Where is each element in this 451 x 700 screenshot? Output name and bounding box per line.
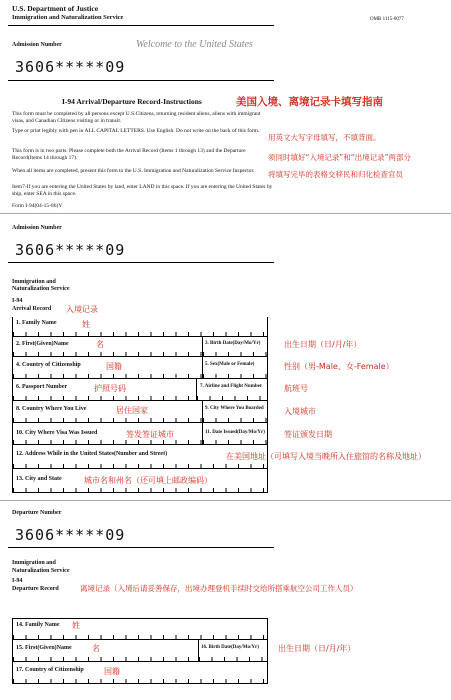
visa-city-label: 10. City Where Visa Was Issued: [16, 430, 98, 436]
instruction-cn-1: 用英文大写字母填写，不填背面。: [268, 133, 381, 142]
instruction-p2: Type or print legibly with pen in ALL CAPITAL LETTERS. Use English. Do not write on the back of this form.: [12, 128, 260, 134]
departure-number: 3606*****09: [15, 526, 126, 544]
admission-label: Admission Number: [12, 42, 62, 48]
country-citizenship-cn: 国籍: [106, 362, 122, 371]
instruction-cn-3: 将填写完毕的表格交移民和归化检查官员: [268, 170, 403, 179]
airline-flight-cn: 航班号: [284, 384, 308, 393]
city-state-label: 13. City and State: [16, 476, 62, 482]
departure-birth-date-field[interactable]: [198, 640, 268, 662]
arrival-record-cn: 入境记录: [66, 305, 98, 314]
header-divider: [8, 25, 274, 26]
departure-birth-date-label: 16. Birth Date(Day/Mo/Yr): [201, 645, 259, 650]
date-issued-label: 11. Date Issued(Day/Mo/Yr): [205, 430, 265, 435]
departure-first-name-label: 15. First(Given)Name: [16, 645, 72, 651]
instruction-p3: This form is in two parts. Please complete both the Arrival Record (Items 1 through 13) and the Departure Record(Items 14 through 17).: [12, 148, 246, 161]
birth-date-field[interactable]: [202, 337, 268, 357]
first-name-cn: 名: [96, 340, 104, 349]
city-boarded-cn: 入境城市: [284, 407, 316, 416]
departure-country-cn: 国籍: [104, 667, 120, 676]
us-address-label: 12. Address While in the United States(Number and Street): [16, 451, 168, 457]
departure-birth-date-cn: 出生日期（日/月/年）: [278, 644, 356, 653]
instruction-p4: When all items are completed, present this form to the U.S. Immigration and Naturalization Service Inspector.: [12, 168, 255, 174]
service-name: Immigration and Naturalization Service: [12, 14, 124, 21]
arrival-number-divider: [8, 262, 274, 263]
departure-number-divider: [8, 547, 274, 548]
city-boarded-field[interactable]: [202, 401, 268, 423]
first-name-field[interactable]: [12, 337, 202, 357]
departure-service-line1: Immigration and: [12, 560, 56, 566]
city-boarded-label: 9. City Where You Boarded: [205, 406, 264, 411]
instructions-title-cn: 美国入境、离境记录卡填写指南: [236, 96, 383, 108]
departure-country-label: 17. Country of Citizenship: [16, 667, 84, 673]
family-name-label: 1. Family Name: [16, 320, 57, 326]
admission-divider: [8, 80, 274, 81]
tear-line-2: [0, 500, 451, 501]
departure-family-name-cn: 姓: [72, 621, 80, 630]
arrival-admission-number: 3606*****09: [15, 241, 126, 259]
passport-number-cn: 护照号码: [94, 384, 126, 393]
country-live-field[interactable]: [12, 401, 202, 423]
family-name-cn: 姓: [82, 320, 90, 329]
omb-number: OMB 1115-0077: [370, 17, 404, 22]
departure-family-name-label: 14. Family Name: [16, 622, 60, 628]
country-citizenship-label: 4. Country of Citizenship: [16, 362, 81, 368]
departure-country-field[interactable]: [12, 662, 268, 684]
instruction-cn-2: 须同时填好“入境记录”和“出境记录”两部分: [268, 153, 412, 162]
airline-flight-field[interactable]: [196, 379, 268, 401]
sex-field[interactable]: [202, 357, 268, 379]
welcome-text: Welcome to the United States: [136, 39, 253, 50]
birth-date-cn: 出生日期（日/月/年）: [284, 340, 362, 349]
instruction-p5: Item7-If you are entering the United States by land, enter LAND in this space. If you are entering the United States by ship, enter SEA in this space.: [12, 184, 273, 197]
city-state-cn: 城市名和州名（还可填上邮政编码）: [84, 476, 212, 485]
departure-first-name-cn: 名: [92, 644, 100, 653]
airline-flight-label: 7. Airline and Flight Number: [200, 384, 263, 389]
sex-label: 5. Sex(Male or Female): [205, 362, 255, 367]
instruction-p1: This form must be completed by all persons except U.S.Citizens, returning resident aliens, aliens with immigrant visas, and Canadian Citizens visiting or in transit.: [12, 111, 261, 124]
tear-line: [0, 213, 451, 214]
departure-service-line2: Naturalization Service: [12, 568, 70, 574]
country-live-label: 8. Country Where You Live: [16, 406, 87, 412]
birth-date-label: 3. Birth Date(Day/Mo/Yr): [205, 341, 261, 346]
arrival-form-label: I-94: [12, 298, 23, 304]
country-live-cn: 居住国家: [116, 406, 148, 415]
departure-record-cn: 离境记录（入境后请妥善保存，出境办理登机手续时交给所搭乘航空公司工作人员）: [80, 584, 358, 593]
instructions-title: I-94 Arrival/Departure Record-Instructions: [62, 97, 202, 106]
departure-record-label: Departure Record: [12, 586, 59, 592]
us-address-cn: 在美国地址（可填写入境当晚所入住旅馆的名称及地址）: [226, 452, 426, 461]
arrival-admission-label: Admission Number: [12, 225, 62, 231]
arrival-service-line2: Naturalization Service: [12, 286, 70, 292]
arrival-record-label: Arrival Record: [12, 306, 52, 312]
first-name-label: 2. First(Given)Name: [16, 341, 69, 347]
department-name: U.S. Department of Justice: [12, 4, 99, 13]
visa-city-cn: 签发签证城市: [126, 430, 174, 439]
departure-first-name-field[interactable]: [12, 640, 198, 662]
date-issued-cn: 签证颁发日期: [284, 430, 332, 439]
departure-number-label: Departure Number: [12, 510, 62, 516]
arrival-service-line1: Immigration and: [12, 279, 56, 285]
admission-number: 3606*****09: [15, 58, 126, 76]
passport-number-label: 6. Passport Number: [16, 384, 68, 390]
sex-cn: 性别（男-Male、女-Female）: [284, 362, 394, 371]
departure-form-label: I-94: [12, 578, 23, 584]
form-number: Form I-94(04-15-86)Y: [12, 203, 63, 209]
